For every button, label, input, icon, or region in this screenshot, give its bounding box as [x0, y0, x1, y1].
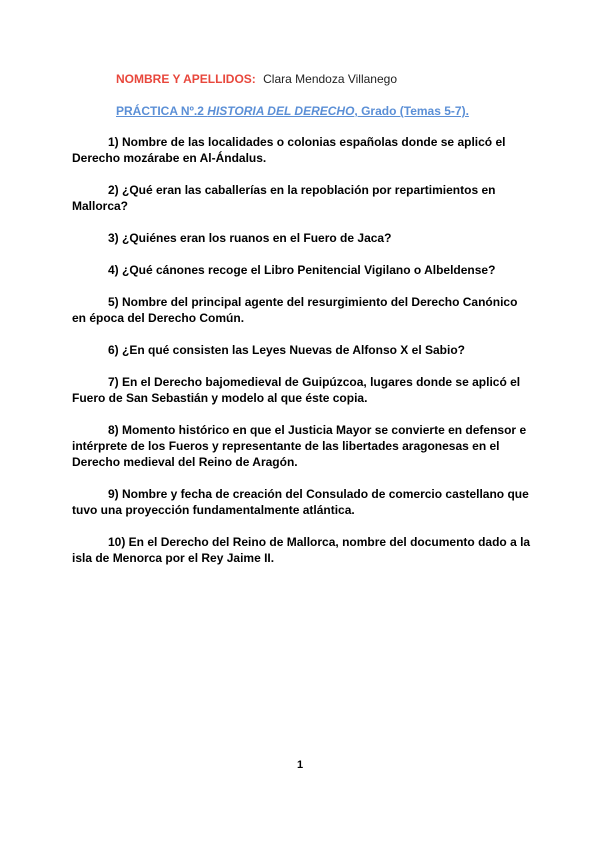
page-number: 1 [296, 759, 304, 771]
name-label: NOMBRE Y APELLIDOS: [116, 72, 256, 86]
question-text: 10) En el Derecho del Reino de Mallorca, nombre del documento dado a la isla de Menorca por el Rey Jaime II. [72, 535, 531, 565]
title-prefix: PRÁCTICA Nº.2 [116, 104, 208, 118]
question-4 [72, 262, 532, 278]
question-3 [72, 230, 532, 246]
question-text: 4) ¿Qué cánones recoge el Libro Penitencial Vigilano o Albeldense? [108, 263, 496, 277]
question-text: 1) Nombre de las localidades o colonias españolas donde se aplicó el Derecho mozárabe en Al-Ándalus. [72, 135, 506, 165]
question-5 [72, 294, 532, 326]
question-6 [72, 342, 532, 358]
title-italic: HISTORIA DEL DERECHO [207, 104, 355, 118]
title-suffix: , Grado (Temas 5-7). [354, 104, 469, 118]
question-text: 7) En el Derecho bajomedieval de Guipúzcoa, lugares donde se aplicó el Fuero de San Sebastián y modelo al que éste copia. [72, 375, 521, 405]
question-text: 9) Nombre y fecha de creación del Consulado de comercio castellano que tuvo una proyección fundamentalmente atlántica. [72, 487, 529, 517]
question-2 [72, 182, 532, 214]
question-text: 3) ¿Quiénes eran los ruanos en el Fuero de Jaca? [108, 231, 392, 245]
question-1 [72, 134, 532, 166]
question-text: 5) Nombre del principal agente del resurgimiento del Derecho Canónico en época del Derecho Común. [72, 295, 518, 325]
question-text: 6) ¿En qué consisten las Leyes Nuevas de Alfonso X el Sabio? [108, 343, 465, 357]
name-value: Clara Mendoza Villanego [263, 72, 398, 86]
name-line [116, 72, 397, 86]
question-10 [72, 534, 532, 566]
question-text: 2) ¿Qué eran las caballerías en la repoblación por repartimientos en Mallorca? [72, 183, 496, 213]
practice-title [116, 104, 469, 118]
question-text: 8) Momento histórico en que el Justicia Mayor se convierte en defensor e intérprete de los Fueros y representante de las libertades aragonesas en el Derecho medieval del Reino de Aragón. [72, 423, 527, 469]
question-9 [72, 486, 532, 518]
question-8 [72, 422, 532, 470]
question-7 [72, 374, 532, 406]
